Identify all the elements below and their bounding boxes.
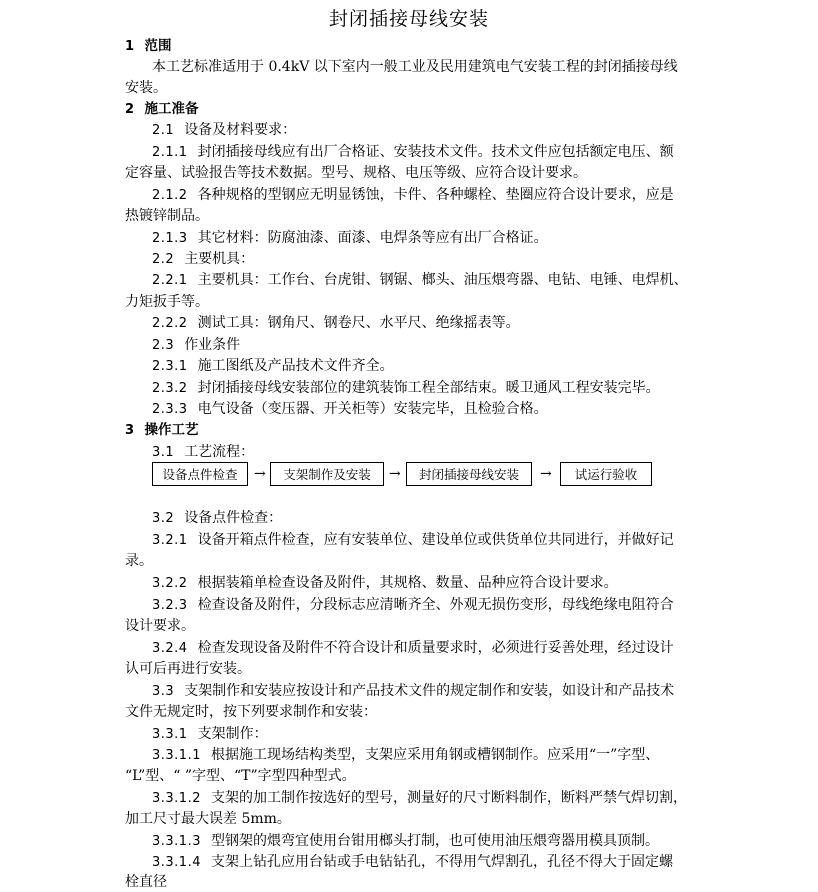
- clause-line: 3.3.1.2 支架的加工制作按选好的型号，测量好的尺寸断料制作，断料严禁气焊切割，: [152, 790, 687, 806]
- clause-line: 2.1.2 各种规格的型钢应无明显锈蚀，卡件、各种螺栓、垫圈应符合设计要求，应是: [152, 187, 674, 203]
- paragraph-line: 力矩扳手等。: [125, 294, 209, 310]
- clause-line: 2.1.3 其它材料：防腐油漆、面漆、电焊条等应有出厂合格证。: [152, 230, 548, 246]
- paragraph-line: 录。: [125, 553, 153, 569]
- paragraph-line: 加工尺寸最大误差 5mm。: [125, 811, 291, 827]
- clause-line: 2.1 设备及材料要求：: [152, 122, 297, 138]
- section-heading: 2 施工准备: [125, 101, 199, 117]
- clause-line: 3.2 设备点件检查：: [152, 510, 283, 526]
- clause-line: 3.1 工艺流程：: [152, 444, 255, 460]
- clause-line: 2.3.1 施工图纸及产品技术文件齐全。: [152, 358, 394, 374]
- clause-line: 2.2.2 测试工具：钢角尺、钢卷尺、水平尺、绝缘摇表等。: [152, 315, 520, 331]
- paragraph-line: “L”型、“ ”字型、“T”字型四种型式。: [125, 768, 356, 784]
- flow-arrow-icon: →: [389, 466, 401, 482]
- clause-line: 3.3.1 支架制作：: [152, 726, 268, 742]
- clause-line: 3.3 支架制作和安装应按设计和产品技术文件的规定制作和安装，如设计和产品技术: [152, 683, 675, 699]
- paragraph-line: 定容量、试验报告等技术数据。型号、规格、电压等级、应符合设计要求。: [125, 165, 587, 181]
- paragraph-line: 文件无规定时，按下列要求制作和安装：: [125, 704, 377, 720]
- flow-step-box: 设备点件检查: [152, 462, 248, 486]
- clause-line: 3.2.2 根据装箱单检查设备及附件，其规格、数量、品种应符合设计要求。: [152, 575, 618, 591]
- clause-line: 3.2.3 检查设备及附件，分段标志应清晰齐全、外观无损伤变形，母线绝缘电阻符合: [152, 597, 674, 613]
- clause-line: 2.2.1 主要机具：工作台、台虎钳、钢锯、榔头、油压煨弯器、电钻、电锤、电焊机、: [152, 272, 688, 288]
- clause-line: 2.1.1 封闭插接母线应有出厂合格证、安装技术文件。技术文件应包括额定电压、额: [152, 144, 674, 160]
- clause-line: 2.3 作业条件: [152, 337, 241, 353]
- section-heading: 3 操作工艺: [125, 422, 199, 438]
- paragraph-line: 设计要求。: [125, 618, 195, 634]
- clause-line: 3.2.1 设备开箱点件检查，应有安装单位、建设单位或供货单位共同进行，并做好记: [152, 532, 674, 548]
- clause-line: 3.3.1.4 支架上钻孔应用台钻或手电钻钻孔，不得用气焊割孔，孔径不得大于固定螺: [152, 854, 673, 870]
- flow-step-box: 支架制作及安装: [270, 462, 384, 486]
- flow-arrow-icon: →: [540, 466, 552, 482]
- paragraph-line: 本工艺标准适用于 0.4kV 以下室内一般工业及民用建筑电气安装工程的封闭插接母线: [152, 59, 678, 75]
- flow-step-box: 封闭插接母线安装: [406, 462, 532, 486]
- paragraph-line: 安装。: [125, 80, 167, 96]
- flow-step-box: 试运行验收: [560, 462, 652, 486]
- paragraph-line: 栓直径: [125, 874, 167, 890]
- clause-line: 3.2.4 检查发现设备及附件不符合设计和质量要求时，必须进行妥善处理，经过设计: [152, 640, 674, 656]
- paragraph-line: 认可后再进行安装。: [125, 661, 251, 677]
- paragraph-line: 热镀锌制品。: [125, 208, 209, 224]
- clause-line: 3.3.1.1 根据施工现场结构类型，支架应采用角钢或槽钢制作。应采用“一”字型、: [152, 747, 660, 763]
- clause-line: 2.3.3 电气设备（变压器、开关柜等）安装完毕，且检验合格。: [152, 401, 548, 417]
- clause-line: 2.3.2 封闭插接母线安装部位的建筑装饰工程全部结束。暖卫通风工程安装完毕。: [152, 380, 660, 396]
- clause-line: 2.2 主要机具：: [152, 251, 255, 267]
- section-heading: 1 范围: [125, 38, 172, 54]
- clause-line: 3.3.1.3 型钢架的煨弯宜使用台钳用榔头打制，也可使用油压煨弯器用模具顶制。: [152, 833, 659, 849]
- page-title: 封闭插接母线安装: [328, 8, 489, 30]
- flow-arrow-icon: →: [254, 466, 266, 482]
